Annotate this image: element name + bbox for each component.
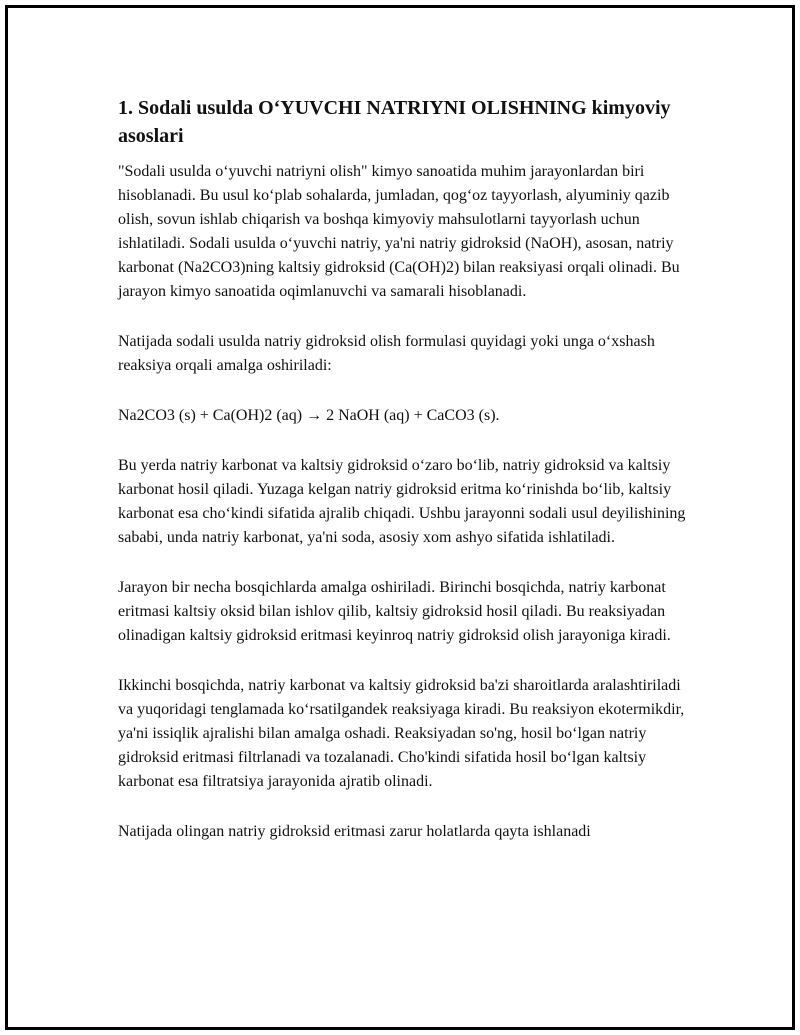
paragraph-formula-intro: Natijada sodali usulda natriy gidroksid olish formulasi quyidagi yoki unga o‘xshash reaksiya orqali amalga oshiriladi: bbox=[118, 333, 655, 374]
paragraph-final: Natijada olingan natriy gidroksid eritmasi zarur holatlarda qayta ishlanadi bbox=[118, 823, 591, 840]
section-heading: 1. Sodali usulda O‘YUVCHI NATRIYNI OLISHNING kimyoviy asoslari bbox=[118, 97, 671, 147]
paragraph-second-stage: Ikkinchi bosqichda, natriy karbonat va kaltsiy gidroksid ba'zi sharoitlarda aralashtiriladi va yuqoridagi tenglamada ko‘rsatilgandek reaksiyaga kiradi. Bu reaksiyon ekotermikdir, ya'ni issiqlik ajralishi bilan amalga oshadi. Reaksiyadan so'ng, hosil bo‘lgan natriy gidroksid eritmasi filtrlanadi va tozalanadi. Cho'kindi sifatida hosil bo‘lgan kaltsiy karbonat esa filtratsiya jarayonida ajratib olinadi. bbox=[118, 677, 685, 790]
paragraph-first-stage: Jarayon bir necha bosqichlarda amalga oshiriladi. Birinchi bosqichda, natriy karbonat eritmasi kaltsiy oksid bilan ishlov qilib, kaltsiy gidroksid hosil qiladi. Bu reaksiyadan olinadigan kaltsiy gidroksid eritmasi keyinroq natriy gidroksid olish jarayoniga kiradi. bbox=[118, 579, 671, 644]
paragraph-reaction-explanation: Bu yerda natriy karbonat va kaltsiy gidroksid o‘zaro bo‘lib, natriy gidroksid va kaltsiy karbonat hosil qiladi. Yuzaga kelgan natriy gidroksid eritma ko‘rinishda bo‘lib, kaltsiy karbonat esa cho‘kindi sifatida ajralib chiqadi. Ushbu jarayonni sodali usul deyilishining sababi, unda natriy karbonat, ya'ni soda, asosiy xom ashyo sifatida ishlatiladi. bbox=[118, 457, 686, 546]
document-body bbox=[118, 94, 688, 870]
paragraph-reaction-equation: Na2CO3 (s) + Ca(OH)2 (aq) → 2 NaOH (aq) + CaCO3 (s). bbox=[118, 407, 500, 424]
paragraph-intro: "Sodali usulda o‘yuvchi natriyni olish" kimyo sanoatida muhim jarayonlardan biri hisoblanadi. Bu usul ko‘plab sohalarda, jumladan, qog‘oz tayyorlash, alyuminiy qazib olish, sovun ishlab chiqarish va boshqa kimyoviy mahsulotlarni tayyorlash uchun ishlatiladi. Sodali usulda o‘yuvchi natriy, ya'ni natriy gidroksid (NaOH), asosan, natriy karbonat (Na2CO3)ning kaltsiy gidroksid (Ca(OH)2) bilan reaksiyasi orqali olinadi. Bu jarayon kimyo sanoatida oqimlanuvchi va samarali hisoblanadi. bbox=[118, 163, 680, 300]
